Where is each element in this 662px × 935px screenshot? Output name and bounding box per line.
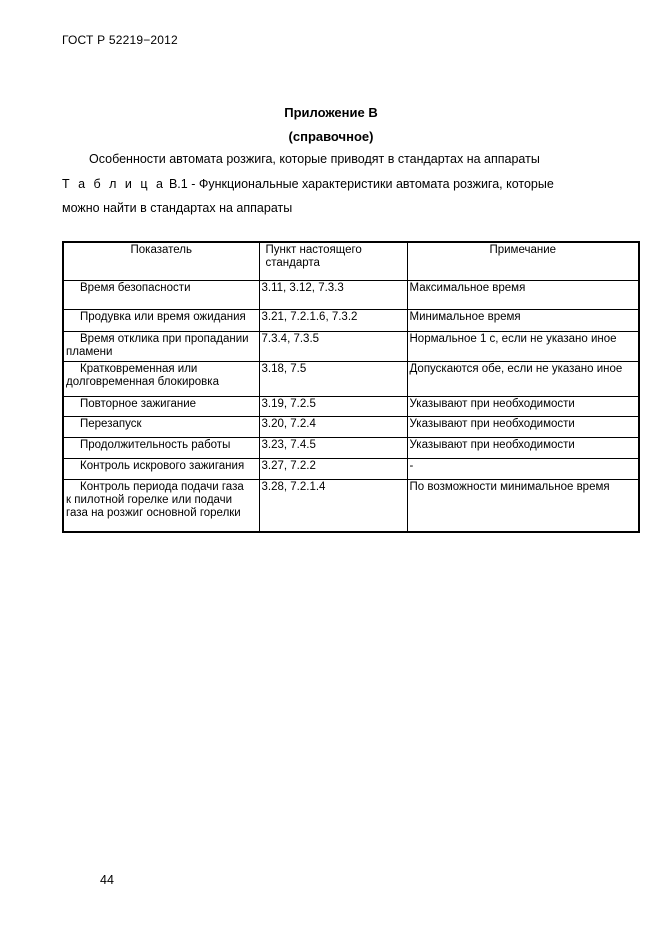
- cell-indicator: [63, 361, 259, 396]
- cell-note: Допускаются обе, если не указано иное: [407, 361, 639, 396]
- cell-indicator: Перезапуск: [63, 416, 259, 437]
- column-header-indicator: Показатель: [63, 242, 259, 280]
- cell-clause: 3.21, 7.2.1.6, 7.3.2: [259, 309, 407, 331]
- table-row: [63, 331, 639, 361]
- cell-clause: 3.23, 7.4.5: [259, 437, 407, 458]
- table-row: [63, 458, 639, 479]
- cell-indicator: [63, 479, 259, 532]
- cell-indicator: Повторное зажигание: [63, 396, 259, 416]
- cell-indicator-line2: долговременная блокировка: [66, 375, 219, 388]
- cell-indicator: Продолжительность работы: [63, 437, 259, 458]
- cell-note: Максимальное время: [407, 280, 639, 309]
- document-header: ГОСТ Р 52219−2012: [62, 33, 178, 47]
- cell-clause: 7.3.4, 7.3.5: [259, 331, 407, 361]
- table-row: [63, 361, 639, 396]
- cell-clause: 3.27, 7.2.2: [259, 458, 407, 479]
- cell-note: Указывают при необходимости: [407, 437, 639, 458]
- cell-note: Указывают при необходимости: [407, 396, 639, 416]
- cell-clause: 3.20, 7.2.4: [259, 416, 407, 437]
- table-caption-line2: можно найти в стандартах на аппараты: [62, 201, 293, 215]
- cell-clause: 3.19, 7.2.5: [259, 396, 407, 416]
- cell-indicator-line2: к пилотной горелке или подачи газа на розжиг основной горелки: [66, 493, 241, 519]
- column-header-clause: Пункт настоящего стандарта: [259, 242, 407, 280]
- cell-clause: 3.11, 3.12, 7.3.3: [259, 280, 407, 309]
- page-number: 44: [100, 873, 114, 887]
- cell-note: По возможности минимальное время: [407, 479, 639, 532]
- table-row: [63, 309, 639, 331]
- table-caption: [62, 177, 554, 191]
- cell-clause: 3.18, 7.5: [259, 361, 407, 396]
- intro-paragraph: Особенности автомата розжига, которые приводят в стандартах на аппараты: [89, 152, 540, 166]
- table-row: [63, 437, 639, 458]
- cell-indicator: [63, 331, 259, 361]
- cell-indicator: Контроль искрового зажигания: [63, 458, 259, 479]
- table-header-row: [63, 242, 639, 280]
- cell-note: -: [407, 458, 639, 479]
- cell-note: Минимальное время: [407, 309, 639, 331]
- cell-clause: 3.28, 7.2.1.4: [259, 479, 407, 532]
- table-caption-rest: В.1 - Функциональные характеристики автомата розжига, которые: [165, 177, 554, 191]
- table-row: [63, 416, 639, 437]
- table-caption-word: Т а б л и ц а: [62, 177, 166, 191]
- characteristics-table: [62, 241, 640, 533]
- cell-indicator-line2: пламени: [66, 345, 113, 358]
- table-row: [63, 280, 639, 309]
- table-row: [63, 479, 639, 532]
- cell-indicator: Время безопасности: [63, 280, 259, 309]
- cell-indicator-line1: Кратковременная или: [80, 362, 198, 375]
- appendix-subtitle: (справочное): [288, 129, 374, 144]
- appendix-title: Приложение В: [284, 105, 378, 120]
- cell-indicator-line1: Время отклика при пропадании: [80, 332, 249, 345]
- cell-indicator: Продувка или время ожидания: [63, 309, 259, 331]
- column-header-note: Примечание: [407, 242, 639, 280]
- cell-indicator-line1: Контроль периода подачи газа: [80, 480, 244, 493]
- table-row: [63, 396, 639, 416]
- cell-note: Нормальное 1 с, если не указано иное: [407, 331, 639, 361]
- cell-note: Указывают при необходимости: [407, 416, 639, 437]
